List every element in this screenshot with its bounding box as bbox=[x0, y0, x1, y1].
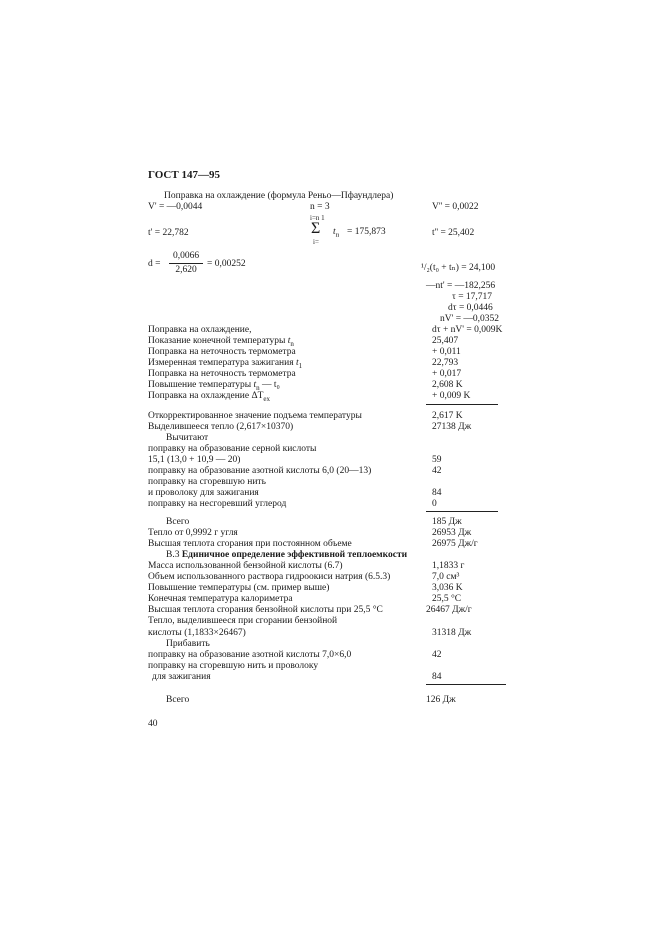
list-item-label: Прибавить bbox=[166, 639, 210, 649]
list-item-value: 31318 Дж bbox=[432, 628, 472, 638]
half-sum: ¹/₂(t₀ + tₙ) = 24,100 bbox=[421, 263, 496, 273]
list-item-label: Тепло от 0,9992 г угля bbox=[148, 528, 238, 538]
list-item-label: Высшая теплота сгорания при постоянном объеме bbox=[148, 539, 352, 549]
correction-label-1: Показание конечной температуры $t_n$ bbox=[148, 336, 294, 348]
page-header: ГОСТ 147—95 bbox=[148, 169, 220, 181]
total-value: 185 Дж bbox=[432, 517, 462, 527]
d-result: = 0,00252 bbox=[207, 259, 246, 269]
list-item-label: Высшая теплота сгорания бензойной кислоты при 25,5 °С bbox=[148, 605, 383, 615]
sum-upper-limit: i=n 1 bbox=[310, 214, 325, 222]
correction-value-3: 22,793 bbox=[432, 358, 459, 368]
correction-value-4: + 0,017 bbox=[432, 369, 462, 379]
list-item-label: Вычитают bbox=[166, 433, 209, 443]
list-item-value: 2,617 K bbox=[432, 411, 463, 421]
list-item-value: 1,1833 г bbox=[432, 561, 465, 571]
list-item-value: 27138 Дж bbox=[432, 422, 472, 432]
calc-dtau: dτ = 0,0446 bbox=[448, 303, 493, 313]
correction-value-5: 2,608 K bbox=[432, 380, 463, 390]
list-item-label: Повышение температуры (см. пример выше) bbox=[148, 583, 330, 593]
calc-tau: τ = 17,717 bbox=[452, 292, 493, 302]
correction-value-2: + 0,011 bbox=[432, 347, 461, 357]
sum-sign: Σ bbox=[311, 220, 321, 237]
list-item-label: Откорректированное значение подъема температуры bbox=[148, 411, 362, 421]
list-item-value: 42 bbox=[432, 650, 442, 660]
list-item-value: 84 bbox=[432, 488, 442, 498]
correction-label-0: Поправка на охлаждение, bbox=[148, 325, 252, 335]
fraction-bar bbox=[169, 263, 203, 264]
correction-label-4: Поправка на неточность термометра bbox=[148, 369, 296, 379]
correction-value-1: 25,407 bbox=[432, 336, 459, 346]
calc-nt: —nt' = —182,256 bbox=[426, 281, 496, 291]
list-item-label: Объем использованного раствора гидроокиси натрия (6.5.3) bbox=[148, 572, 391, 582]
sum-lower-limit: i= bbox=[313, 238, 319, 246]
t-double-prime: t'' = 25,402 bbox=[432, 228, 475, 238]
d-numerator: 0,0066 bbox=[172, 251, 200, 261]
v-double-prime: V'' = 0,0022 bbox=[432, 202, 479, 212]
list-item-label: Выделившееся тепло (2,617×10370) bbox=[148, 422, 294, 432]
d-denominator: 2,620 bbox=[175, 265, 197, 275]
n-value: n = 3 bbox=[310, 202, 330, 212]
list-item-value: 26467 Дж/г bbox=[426, 605, 472, 615]
correction-label-2: Поправка на неточность термометра bbox=[148, 347, 296, 357]
list-item-value: 3,036 K bbox=[432, 583, 463, 593]
calc-nv: nV' = —0,0352 bbox=[440, 314, 500, 324]
list-item-value: 26953 Дж bbox=[432, 528, 472, 538]
correction-value-0: dτ + nV' = 0,009K bbox=[432, 325, 503, 335]
divider-rule bbox=[426, 404, 498, 405]
total-label: Всего bbox=[166, 517, 190, 527]
list-item-label: поправку на сгоревшую нить bbox=[148, 477, 266, 487]
list-item-value: 42 bbox=[432, 466, 442, 476]
v-prime: V' = —0,0044 bbox=[148, 202, 203, 212]
list-item-label: Тепло, выделившееся при сгорании бензойной bbox=[148, 616, 338, 626]
sum-term: $t_n$ bbox=[333, 227, 340, 239]
list-item-value: 7,0 см³ bbox=[432, 572, 460, 582]
list-item-value: 26975 Дж/г bbox=[432, 539, 478, 549]
list-item-label: поправку на сгоревшую нить и проволоку bbox=[148, 661, 319, 671]
list-item-label: Масса использованной бензойной кислоты (6.7) bbox=[148, 561, 343, 571]
list-item-label: для зажигания bbox=[152, 672, 211, 682]
list-item-value: 25,5 °С bbox=[432, 594, 462, 604]
regnault-title: Поправка на охлаждение (формула Реньо—Пфаундлера) bbox=[164, 191, 394, 201]
list-item-label: поправку на образование азотной кислоты 6,0 (20—13) bbox=[148, 466, 372, 476]
list-item-label: кислоты (1,1833×26467) bbox=[148, 628, 246, 638]
list-item-label: Конечная температура калориметра bbox=[148, 594, 293, 604]
list-item-value: 0 bbox=[432, 499, 437, 509]
divider-rule bbox=[426, 511, 498, 512]
correction-label-6: Поправка на охлаждение $\Delta T_{ex}$ bbox=[148, 391, 271, 403]
t-prime: t' = 22,782 bbox=[148, 228, 189, 238]
correction-value-6: + 0,009 K bbox=[432, 391, 471, 401]
list-item-label: поправку на образование серной кислоты bbox=[148, 444, 317, 454]
d-label: d = bbox=[148, 259, 161, 269]
total-label: Всего bbox=[166, 695, 190, 705]
list-item-value: 84 bbox=[432, 672, 442, 682]
section-heading: В.3 Единичное определение эффективной теплоемкости bbox=[166, 550, 408, 560]
list-item-value: 59 bbox=[432, 455, 442, 465]
list-item-label: поправку на несгоревший углерод bbox=[148, 499, 287, 509]
list-item-label: 15,1 (13,0 + 10,9 — 20) bbox=[148, 455, 241, 465]
divider-rule bbox=[426, 684, 506, 685]
list-item-label: и проволоку для зажигания bbox=[148, 488, 259, 498]
correction-label-5: Повышение температуры $t_n$ — t₀ bbox=[148, 380, 280, 392]
list-item-label: поправку на образование азотной кислоты 7,0×6,0 bbox=[148, 650, 352, 660]
total-value: 126 Дж bbox=[426, 695, 456, 705]
page-number: 40 bbox=[148, 719, 158, 729]
sum-result: = 175,873 bbox=[347, 227, 386, 237]
correction-label-3: Измеренная температура зажигания $t_1$ bbox=[148, 358, 303, 370]
